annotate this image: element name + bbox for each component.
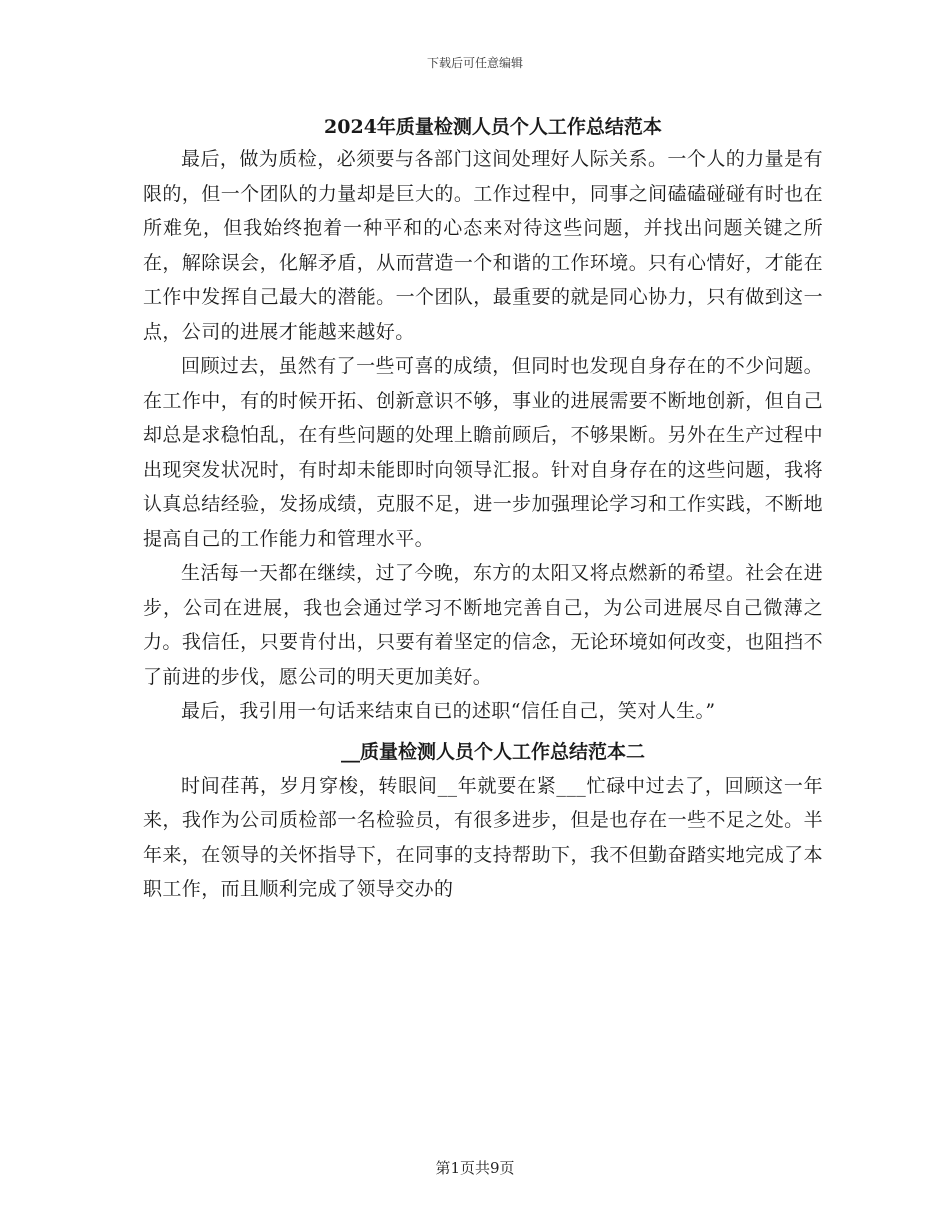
paragraph-1: 最后，做为质检，必须要与各部门这间处理好人际关系。一个人的力量是有限的，但一个团队的力量却是巨大的。工作过程中，同事之间磕磕碰碰有时也在所难免，但我始终抱着一种平和的心态来对待这些问题，并找出问题关键之所在，解除误会，化解矛盾，从而营造一个和谐的工作环境。只有心情好，才能在工作中发挥自己最大的潜能。一个团队，最重要的就是同心协力，只有做到这一点，公司的进展才能越来越好。 [143,148,823,343]
document-title: 2024年质量检测人员个人工作总结范本 [324,116,662,138]
paragraph-5: 时间荏苒，岁月穿梭，转眼间__年就要在紧___忙碌中过去了，回顾这一年来，我作为公司质检部一名检验员，有很多进步，但是也存在一些不足之处。半年来，在领导的关怀指导下，在同事的支持帮助下，我不但勤奋踏实地完成了本职工作，而且顺利完成了领导交办的 [143,774,823,900]
header-note: 下载后可任意编辑 [426,56,523,70]
paragraph-3: 生活每一天都在继续，过了今晚，东方的太阳又将点燃新的希望。社会在进步，公司在进展，我也会通过学习不断地完善自己，为公司进展尽自己微薄之力。我信任，只要肯付出，只要有着坚定的信念，无论环境如何改变，也阻挡不了前进的步伐，愿公司的明天更加美好。 [143,562,823,688]
paragraph-2: 回顾过去，虽然有了一些可喜的成绩，但同时也发现自身存在的不少问题。在工作中，有的时候开拓、创新意识不够，事业的进展需要不断地创新，但自己却总是求稳怕乱，在有些问题的处理上瞻前顾后，不够果断。另外在生产过程中出现突发状况时，有时却未能即时向领导汇报。针对自身存在的这些问题，我将认真总结经验，发扬成绩，克服不足，进一步加强理论学习和工作实践，不断地提高自己的工作能力和管理水平。 [143,355,823,550]
page-footer: 第1页共9页 [435,1159,515,1177]
document-body [143,112,823,907]
paragraph-4: 最后，我引用一句话来结束自已的述职“信任自己，笑对人生。” [181,700,716,722]
section-title-2: __质量检测人员个人工作总结范本二 [340,740,645,763]
